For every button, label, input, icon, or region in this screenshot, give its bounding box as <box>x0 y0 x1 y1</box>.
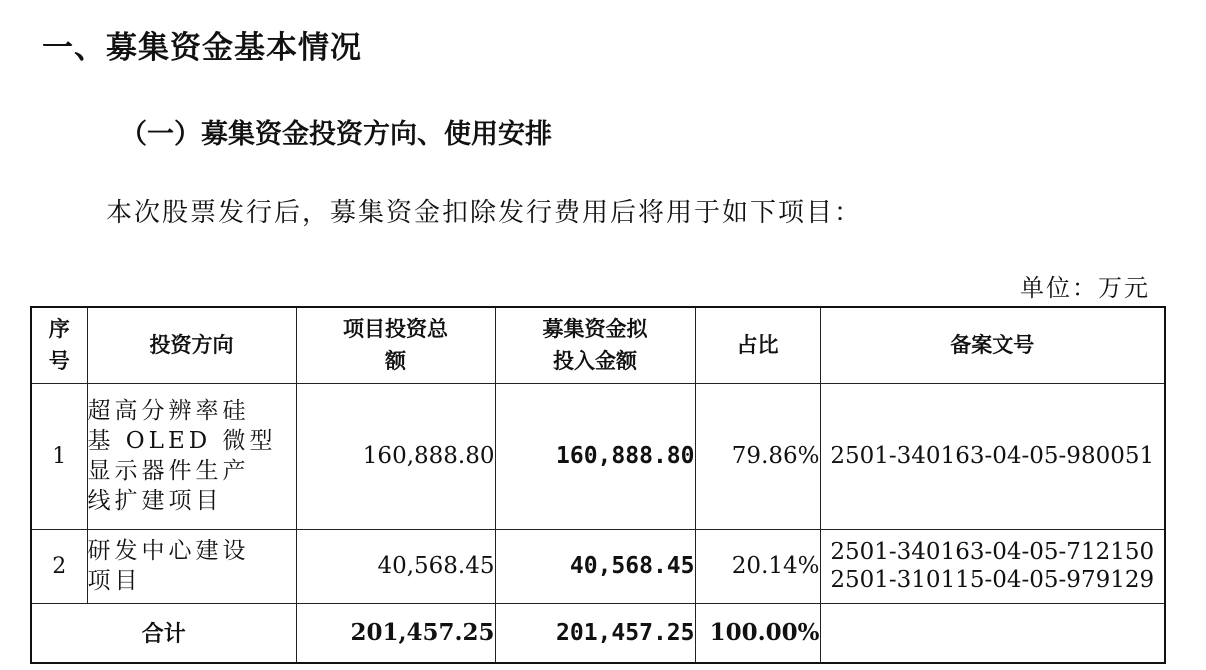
table-row <box>31 383 1165 529</box>
summary-ratio: 100.00% <box>695 603 820 663</box>
header-index-line-2: 号 <box>48 349 70 374</box>
summary-total-investment: 201,457.25 <box>296 603 495 663</box>
row-direction-line: 基 OLED 微型 <box>87 428 277 454</box>
table-summary-row <box>31 603 1165 663</box>
header-raise-line-2: 投入金额 <box>553 349 637 374</box>
header-ratio: 占比 <box>695 307 820 383</box>
row-ratio: 79.86% <box>695 383 820 529</box>
row-record-number <box>820 383 1165 529</box>
table-row <box>31 529 1165 603</box>
table-header-row <box>31 307 1165 383</box>
summary-raised-amount: 201,457.25 <box>495 603 695 663</box>
row-raised-amount: 40,568.45 <box>495 529 695 603</box>
header-index-line-1: 序 <box>48 317 70 342</box>
unit-label: 单位：万元 <box>1020 274 1150 302</box>
summary-record-number <box>820 603 1165 663</box>
header-index <box>31 307 87 383</box>
section-heading: 一、募集资金基本情况 <box>42 30 362 66</box>
row-ratio: 20.14% <box>695 529 820 603</box>
row-direction <box>87 383 296 529</box>
row-direction-line: 超高分辨率硅 <box>87 398 250 424</box>
row-total-investment: 160,888.80 <box>296 383 495 529</box>
row-total-investment: 40,568.45 <box>296 529 495 603</box>
intro-paragraph: 本次股票发行后，募集资金扣除发行费用后将用于如下项目： <box>106 198 863 228</box>
record-number-line: 2501-310115-04-05-979129 <box>830 567 1155 593</box>
summary-label: 合计 <box>31 603 296 663</box>
header-record-number: 备案文号 <box>820 307 1165 383</box>
header-total-line-2: 额 <box>385 349 406 374</box>
row-index: 2 <box>31 529 87 603</box>
record-number-line: 2501-340163-04-05-980051 <box>830 443 1155 469</box>
row-direction-line: 项目 <box>87 568 142 594</box>
header-raised-amount <box>495 307 695 383</box>
row-direction <box>87 529 296 603</box>
header-direction: 投资方向 <box>87 307 296 383</box>
fund-investment-table <box>30 306 1166 664</box>
row-direction-line: 研发中心建设 <box>87 538 250 564</box>
row-raised-amount: 160,888.80 <box>495 383 695 529</box>
header-raise-line-1: 募集资金拟 <box>542 317 648 342</box>
header-total-line-1: 项目投资总 <box>343 317 448 342</box>
row-index: 1 <box>31 383 87 529</box>
section-subheading: （一）募集资金投资方向、使用安排 <box>120 119 552 150</box>
row-direction-line: 显示器件生产 <box>87 458 250 484</box>
row-direction-line: 线扩建项目 <box>87 488 223 514</box>
row-record-number <box>820 529 1165 603</box>
record-number-line: 2501-340163-04-05-712150 <box>830 539 1155 565</box>
header-total-investment <box>296 307 495 383</box>
